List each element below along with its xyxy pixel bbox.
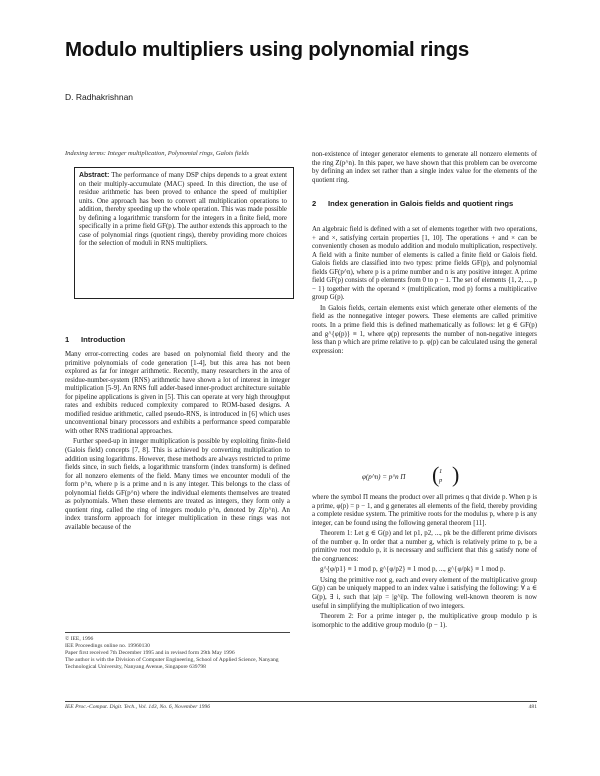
section-2-paragraph-2: In Galois fields, certain elements exist which generate other elements of the field as the nonnegative integer powers. These elements are called primitive roots. In a prime field this is defined mathematically as follows: let g ∈ GF(p) and g^{φ(p)} ≡ 1, where φ(p) represents the number of non-negative integers less than p which are prime relative to p. φ(p) can be calculated using the general expression: (312, 304, 537, 355)
section-1-heading (65, 335, 125, 345)
abstract (79, 172, 287, 249)
formula-lhs: φ(p^n) = p^n Π (362, 473, 406, 481)
abstract-text: The performance of many DSP chips depends to a great extent on their multiply-accumulate (MAC) speed. In this direction, the use of residue arithmetic has been proved to enhance the speed of multiplier units. One approach has been to convert all multiplication operations to addition, thereby speeding up the whole operation. This was made possible by defining a logarithmic transform for the integers in a finite field, more specifically in a prime field GF(p). The author extends this approach to the case of polynomial rings (quotient rings), thereby providing more choices for the selection of moduli in RNS multipliers. (79, 172, 287, 248)
section-2-number: 2 (312, 199, 317, 208)
section-2-paragraph-1: An algebraic field is defined with a set of elements together with two operations, + and ×, satisfying certain properties [1, 10]. The operations + and × can be conveniently chosen as modulo addition and modulo multiplication, respectively. A field with a finite number of elements is called a finite field or Galois field. Galois fields are classified into two types: prime fields GF(p), and polynomial fields GF(p^n), where p is a prime number and n is any positive integer. A prime field GF(p) consists of p elements from 0 to p − 1. The set of elements {1, 2, ..., p − 1} together with the operand × (multiplication, mod p) forms a multiplicative group G(p). (312, 226, 537, 302)
footnote-received: Paper first received 7th December 1995 and in revised form 29th May 1996 (65, 649, 235, 656)
footnote-affiliation: The author is with the Division of Computer Engineering, School of Applied Science, Nanyang Technological University, Nanyang Avenue, Singapore 639798 (65, 656, 279, 670)
formula-numerator: 1 (439, 468, 443, 475)
intro-continuation: non-existence of integer generator elements to generate all nonzero elements of the ring Z(p^n). In this paper, we have shown that this problem can be overcome by defining an index set rather than a single index value for the elements of the quotient ring. (312, 151, 537, 184)
footnote-rule (65, 632, 290, 633)
abstract-label: Abstract: (79, 172, 110, 179)
journal-citation: IEE Proc.-Comput. Digit. Tech., Vol. 143, No. 6, November 1996 (65, 704, 211, 710)
phi-formula (340, 462, 500, 488)
congruences: g^{φ/p1} ≡ 1 mod p, g^{φ/p2} ≡ 1 mod p, ..., g^{φ/pk} ≡ 1 mod p. (320, 566, 506, 574)
section-2-body-bottom (312, 494, 537, 632)
footnotes (65, 636, 290, 671)
section-1-number: 1 (65, 335, 70, 344)
indexing-terms: Indexing terms: Integer multiplication, Polynomial rings, Galois fields (65, 150, 249, 157)
right-column-intro (312, 151, 537, 187)
footer-rule (65, 701, 537, 702)
formula-fraction (439, 467, 442, 485)
paper-title: Modulo multipliers using polynomial rings (65, 38, 470, 61)
intro-paragraph-2: Further speed-up in integer multiplication is possible by exploiting finite-field (Galois field) concepts [7, 8]. This is achieved by converting multiplication to addition using logarithms. However, these methods are always restricted to prime fields since, in such fields, a logarithmic transform (index transform) is defined for all nonzero elements of the field. Many times we encounter moduli of the form p^n, where p is a prime and n is any integer. This belongs to the class of polynomial fields GF(p^n) where the individual elements themselves are treated as polynomials. When these elements are treated as integers, they form only a quotient ring, called the ring of integers modulo p^n, denoted by Z(p^n). An index transform approach for integer multiplication in these rings was not available because of the (65, 438, 290, 531)
section-2-paragraph-4: Using the primitive root g, each and every element of the multiplicative group G(p) can be uniquely mapped to an index value i satisfying the following: ∀ a ∈ G(p), ∃ i, such that |a|p = |g^i|p. The following well-known theorem is now useful in simplifying the multiplication of two integers. (312, 576, 537, 610)
theorem-2: Theorem 2: For a prime integer p, the multiplicative group modulo p is isomorphic to the additive group modulo (p − 1). (312, 613, 537, 629)
section-2-paragraph-3: where the symbol Π means the product over all primes q that divide p. When p is a prime, φ(p) = p − 1, and g generates all elements of the field, thereby providing a complete residue system. The primitive roots for the modulus p, where p is any integer, can be found using the following general theorem [11]. (312, 494, 537, 527)
formula-denominator: p (439, 477, 443, 484)
section-2-title: Index generation in Galois fields and quotient rings (328, 199, 514, 208)
intro-paragraph-1: Many error-correcting codes are based on polynomial field theory and the primitive polynomials of code generation [1-4], but this area has not been explored as far for integer arithmetic. Recently, many researchers in the area of residue-number-system (RNS) arithmetic have shown a lot of interest in integer multiplication [5-9]. An RNS full adder-based inner-product architecture suitable for pipeline applications is given in [5]. This can operate at very high throughput rates and exhibits reduced complexity compared to ROM-based designs. A modified residue arithmetic, called pseudo-RNS, is introduced in [6] which uses unconventional binary processors and exhibits a performance speed comparable with other RNS traditional approaches. (65, 351, 290, 435)
section-2-body-top (312, 226, 537, 358)
theorem-1: Theorem 1: Let g ∈ G(p) and let p1, p2, ..., pk be the different prime divisors of the number φ. In order that a number g, which is relatively prime to p, be a primitive root modulo p, it is necessary and sufficient that this g satisfy none of the congruences: (312, 530, 537, 563)
footnote-online-no: IEE Proceedings online no. 19960130 (65, 642, 150, 649)
formula-left-paren: ( (432, 462, 440, 487)
left-column-body (65, 351, 290, 534)
section-2-heading (312, 199, 537, 209)
footnote-copyright: © IEE, 1996 (65, 636, 94, 642)
page-number: 481 (528, 704, 537, 710)
formula-right-paren: ) (452, 462, 460, 487)
author-name: D. Radhakrishnan (65, 92, 134, 102)
section-1-title: Introduction (81, 335, 126, 344)
